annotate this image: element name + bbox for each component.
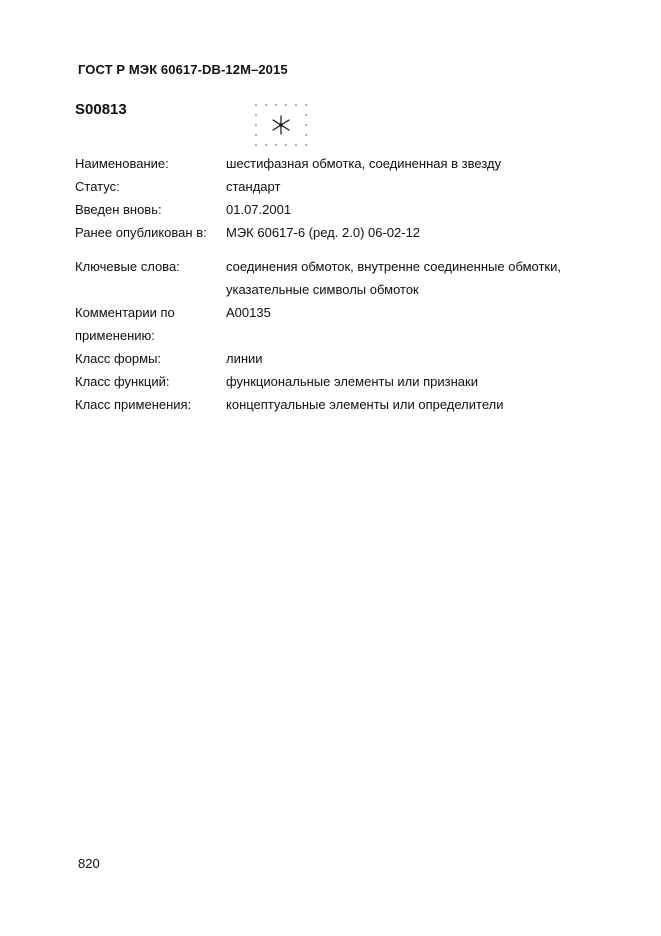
field-label: Комментарии по <box>75 305 175 320</box>
symbol-code: S00813 <box>75 101 127 118</box>
field-value: линии <box>226 351 263 366</box>
standard-title: ГОСТ Р МЭК 60617-DB-12M–2015 <box>78 62 288 77</box>
field-label: Ранее опубликован в: <box>75 225 207 240</box>
field-label: Ключевые слова: <box>75 259 180 274</box>
field-value: 01.07.2001 <box>226 202 292 217</box>
field-value: МЭК 60617-6 (ред. 2.0) 06-02-12 <box>226 225 421 240</box>
field-value: концептуальные элементы или определители <box>226 397 504 412</box>
field-label: Класс применения: <box>75 397 192 412</box>
field-label: Статус: <box>75 179 120 194</box>
field-value: A00135 <box>226 305 271 320</box>
field-label: Наименование: <box>75 156 169 171</box>
star-center <box>279 123 283 127</box>
field-label: Класс функций: <box>75 374 170 389</box>
field-label: Класс формы: <box>75 351 162 366</box>
field-value: соединения обмоток, внутренне соединенные обмотки, <box>226 259 561 274</box>
field-value: указательные символы обмоток <box>226 282 419 297</box>
field-value: шестифазная обмотка, соединенная в звезду <box>226 156 502 171</box>
field-label: Введен вновь: <box>75 202 162 217</box>
six-phase-star-winding-icon <box>254 103 308 151</box>
field-label: применению: <box>75 328 155 343</box>
field-value: стандарт <box>226 179 281 194</box>
field-value: функциональные элементы или признаки <box>226 374 478 389</box>
page-number: 820 <box>78 856 100 871</box>
